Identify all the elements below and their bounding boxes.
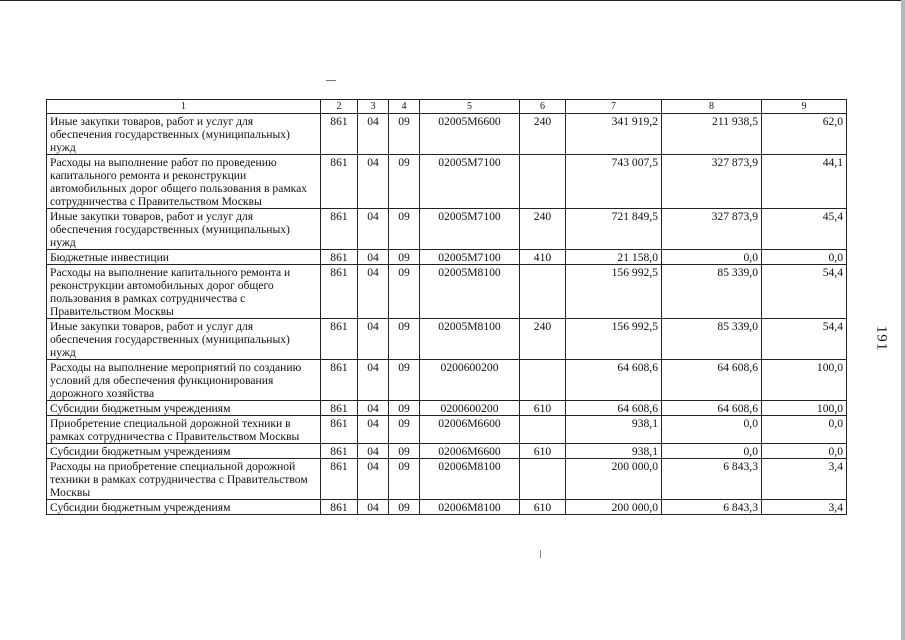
cell-section: 04 [358,459,389,500]
cell-execution-percent: 44,1 [762,155,847,209]
cell-name: Субсидии бюджетным учреждениям [47,401,321,416]
cell-section: 04 [358,319,389,360]
cell-subsection: 09 [389,114,420,155]
cell-section: 04 [358,360,389,401]
cell-approved-amount: 200 000,0 [566,500,662,515]
cell-executed-amount: 85 339,0 [662,265,762,319]
cell-expense-type [520,155,566,209]
table-row [47,401,847,416]
table-row [47,155,847,209]
cell-expense-type: 610 [520,500,566,515]
cell-grbs: 861 [321,401,358,416]
cell-expense-type: 240 [520,319,566,360]
cell-section: 04 [358,265,389,319]
cell-grbs: 861 [321,265,358,319]
scan-top-edge [0,0,905,1]
cell-subsection: 09 [389,459,420,500]
cell-target-article: 02005М8100 [420,319,520,360]
cell-expense-type [520,265,566,319]
cell-expense-type: 610 [520,401,566,416]
cell-grbs: 861 [321,360,358,401]
cell-expense-type: 410 [520,250,566,265]
cell-subsection: 09 [389,416,420,444]
cell-name: Иные закупки товаров, работ и услуг для обеспечения государственных (муниципальных) нужд [47,114,321,155]
cell-name: Субсидии бюджетным учреждениям [47,444,321,459]
cell-target-article: 0200600200 [420,360,520,401]
table-row [47,250,847,265]
cell-executed-amount: 211 938,5 [662,114,762,155]
cell-approved-amount: 721 849,5 [566,209,662,250]
cell-subsection: 09 [389,209,420,250]
cell-approved-amount: 64 608,6 [566,360,662,401]
cell-section: 04 [358,500,389,515]
cell-section: 04 [358,209,389,250]
cell-name: Расходы на приобретение специальной дорожной техники в рамках сотрудничества с Правительством Москвы [47,459,321,500]
cell-subsection: 09 [389,500,420,515]
table-row [47,500,847,515]
budget-table [46,99,847,515]
cell-section: 04 [358,444,389,459]
cell-target-article: 02005М8100 [420,265,520,319]
cell-approved-amount: 156 992,5 [566,265,662,319]
cell-expense-type: 610 [520,444,566,459]
cell-name: Субсидии бюджетным учреждениям [47,500,321,515]
cell-grbs: 861 [321,155,358,209]
cell-subsection: 09 [389,401,420,416]
cell-section: 04 [358,250,389,265]
header-cell: 8 [662,100,762,114]
cell-name: Иные закупки товаров, работ и услуг для обеспечения государственных (муниципальных) нужд [47,319,321,360]
header-cell: 2 [321,100,358,114]
cell-section: 04 [358,114,389,155]
cell-approved-amount: 21 158,0 [566,250,662,265]
cell-execution-percent: 0,0 [762,250,847,265]
scan-mark [540,550,541,558]
cell-subsection: 09 [389,265,420,319]
header-cell: 9 [762,100,847,114]
cell-grbs: 861 [321,209,358,250]
header-cell: 7 [566,100,662,114]
cell-expense-type [520,459,566,500]
cell-target-article: 02006М6600 [420,416,520,444]
table-row [47,319,847,360]
cell-target-article: 02006М8100 [420,459,520,500]
cell-approved-amount: 156 992,5 [566,319,662,360]
cell-section: 04 [358,155,389,209]
cell-target-article: 02005М6600 [420,114,520,155]
cell-execution-percent: 3,4 [762,459,847,500]
cell-name: Иные закупки товаров, работ и услуг для обеспечения государственных (муниципальных) нужд [47,209,321,250]
cell-grbs: 861 [321,500,358,515]
cell-execution-percent: 100,0 [762,401,847,416]
cell-target-article: 0200600200 [420,401,520,416]
cell-name: Расходы на выполнение капитального ремонта и реконструкции автомобильных дорог общего пользования в рамках сотрудничества с Правительством Москвы [47,265,321,319]
header-cell: 1 [47,100,321,114]
table-row [47,114,847,155]
cell-approved-amount: 341 919,2 [566,114,662,155]
scan-right-edge [901,0,905,640]
header-cell: 3 [358,100,389,114]
cell-subsection: 09 [389,250,420,265]
cell-executed-amount: 327 873,9 [662,155,762,209]
table-row [47,265,847,319]
cell-expense-type [520,416,566,444]
cell-execution-percent: 54,4 [762,265,847,319]
cell-section: 04 [358,401,389,416]
cell-name: Бюджетные инвестиции [47,250,321,265]
cell-target-article: 02006М8100 [420,500,520,515]
cell-section: 04 [358,416,389,444]
header-cell: 5 [420,100,520,114]
cell-execution-percent: 0,0 [762,444,847,459]
cell-executed-amount: 64 608,6 [662,401,762,416]
cell-executed-amount: 0,0 [662,444,762,459]
cell-executed-amount: 6 843,3 [662,459,762,500]
cell-grbs: 861 [321,319,358,360]
cell-approved-amount: 743 007,5 [566,155,662,209]
cell-grbs: 861 [321,459,358,500]
cell-subsection: 09 [389,360,420,401]
table-row [47,459,847,500]
cell-expense-type [520,360,566,401]
cell-target-article: 02006М6600 [420,444,520,459]
table-body [47,100,847,515]
table-row [47,416,847,444]
cell-subsection: 09 [389,444,420,459]
cell-executed-amount: 0,0 [662,250,762,265]
cell-grbs: 861 [321,444,358,459]
cell-subsection: 09 [389,155,420,209]
cell-approved-amount: 200 000,0 [566,459,662,500]
cell-execution-percent: 62,0 [762,114,847,155]
cell-executed-amount: 6 843,3 [662,500,762,515]
cell-execution-percent: 3,4 [762,500,847,515]
cell-expense-type: 240 [520,114,566,155]
header-cell: 6 [520,100,566,114]
cell-executed-amount: 0,0 [662,416,762,444]
page-number: 191 [873,325,890,352]
table-row [47,444,847,459]
cell-executed-amount: 64 608,6 [662,360,762,401]
cell-approved-amount: 938,1 [566,444,662,459]
cell-execution-percent: 100,0 [762,360,847,401]
table-row [47,360,847,401]
cell-execution-percent: 0,0 [762,416,847,444]
table-row [47,209,847,250]
cell-expense-type: 240 [520,209,566,250]
cell-grbs: 861 [321,114,358,155]
cell-target-article: 02005М7100 [420,209,520,250]
cell-target-article: 02005М7100 [420,250,520,265]
scan-mark [326,80,336,81]
cell-target-article: 02005М7100 [420,155,520,209]
cell-subsection: 09 [389,319,420,360]
cell-grbs: 861 [321,416,358,444]
cell-execution-percent: 45,4 [762,209,847,250]
cell-name: Приобретение специальной дорожной техники в рамках сотрудничества с Правительством Москвы [47,416,321,444]
cell-name: Расходы на выполнение мероприятий по созданию условий для обеспечения функционирования дорожного хозяйства [47,360,321,401]
cell-executed-amount: 85 339,0 [662,319,762,360]
cell-approved-amount: 64 608,6 [566,401,662,416]
cell-execution-percent: 54,4 [762,319,847,360]
header-cell: 4 [389,100,420,114]
cell-name: Расходы на выполнение работ по проведению капитального ремонта и реконструкции автомобильных дорог общего пользования в рамках сотрудничества с Правительством Москвы [47,155,321,209]
cell-approved-amount: 938,1 [566,416,662,444]
cell-executed-amount: 327 873,9 [662,209,762,250]
table-header-row [47,100,847,114]
cell-grbs: 861 [321,250,358,265]
